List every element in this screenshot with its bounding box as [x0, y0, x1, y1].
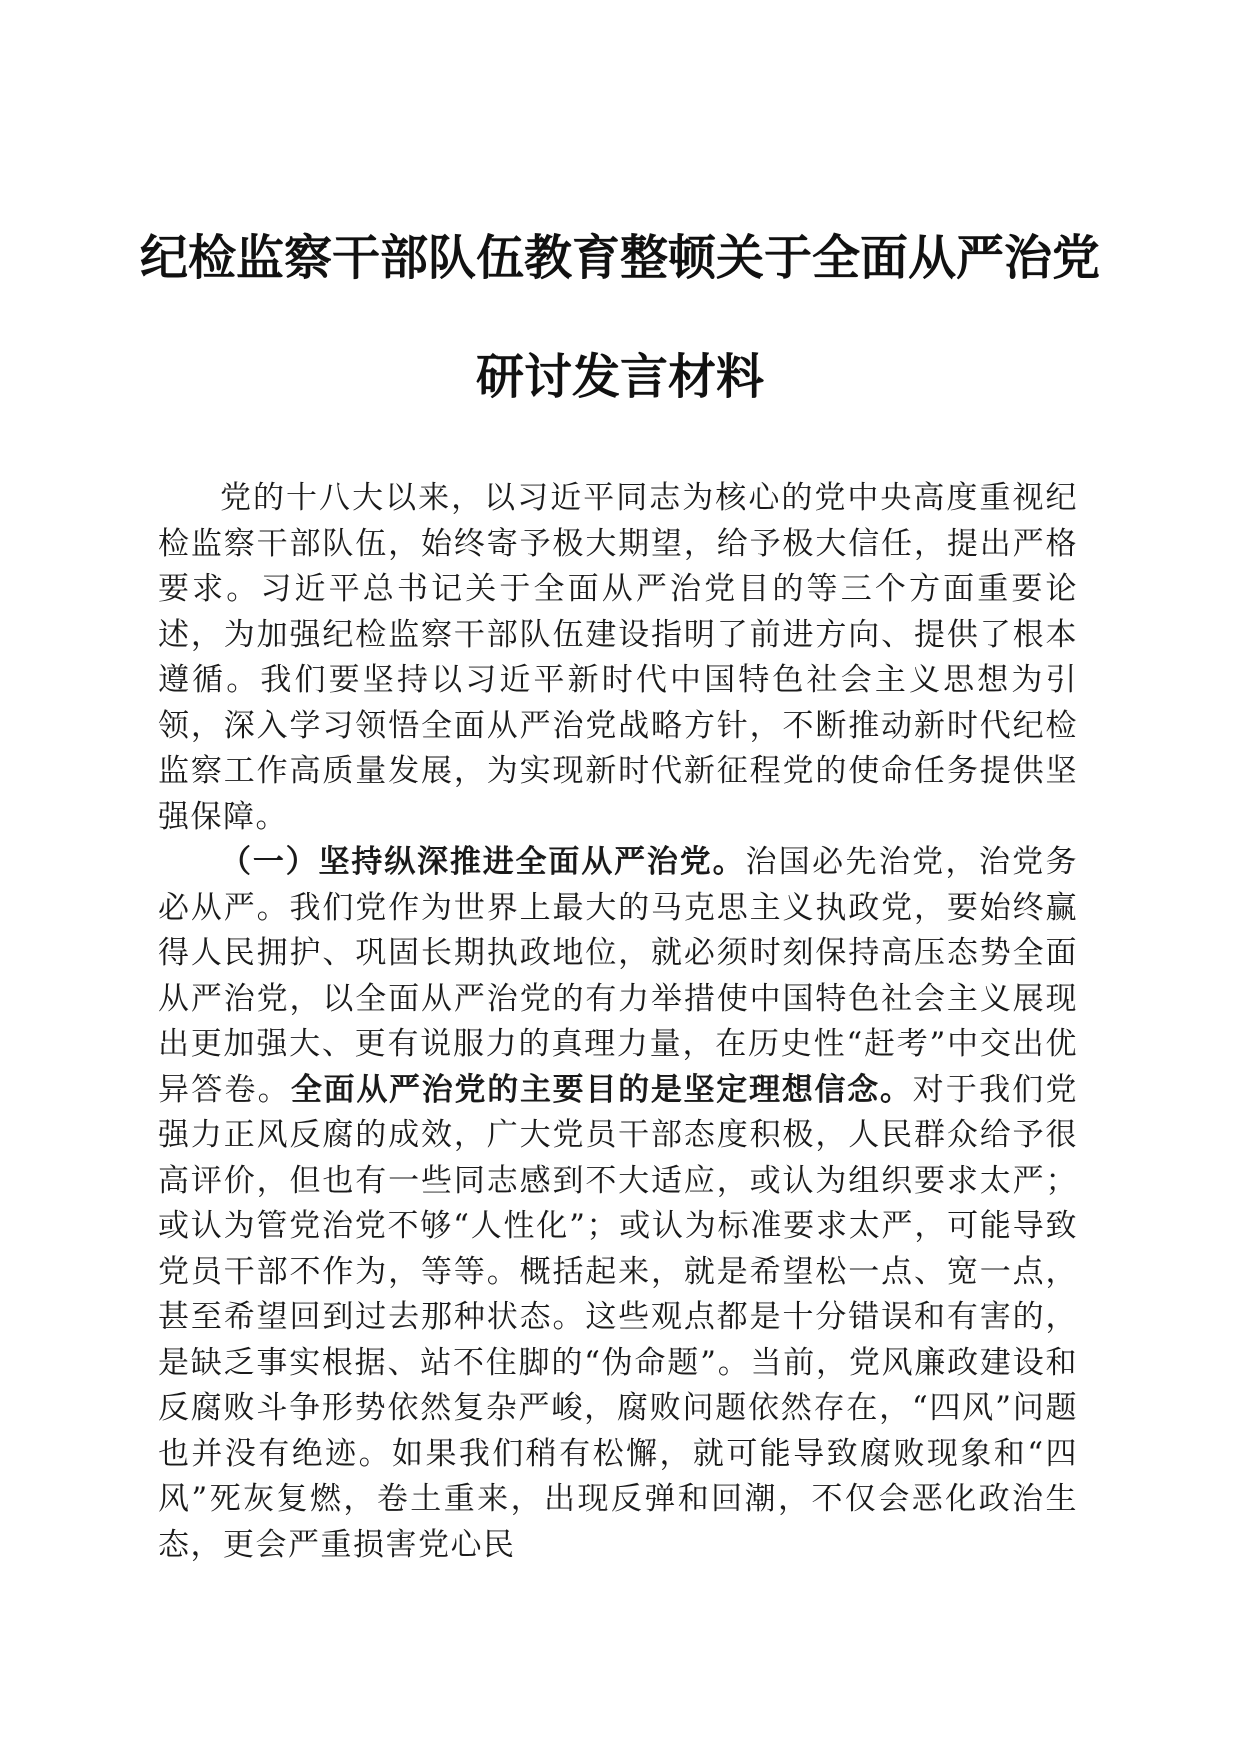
- document-title-line-2: 研讨发言材料: [475, 349, 764, 405]
- paragraph-section-one: [158, 840, 1078, 1568]
- document-title-line-1: 纪检监察干部队伍教育整顿关于全面从严治党: [139, 230, 1100, 286]
- paragraph-intro: 党的十八大以来，以习近平同志为核心的党中央高度重视纪检监察干部队伍，始终寄予极大期望，给予极大信任，提出严格要求。习近平总书记关于全面从严治党目的等三个方面重要论述，为加强纪检监察干部队伍建设指明了前进方向、提供了根本遵循。我们要坚持以习近平新时代中国特色社会主义思想为引领，深入学习领悟全面从严治党战略方针，不断推动新时代纪检监察工作高质量发展，为实现新时代新征程党的使命任务提供坚强保障。: [158, 480, 1078, 835]
- section-text-1: 治国必先治党，治党务必从严。我们党作为世界上最大的马克思主义执政党，要始终赢得人民拥护、巩固长期执政地位，就必须时刻保持高压态势全面从严治党，以全面从严治党的有力举措使中国特色社会主义展现出更加强大、更有说服力的真理力量，在历史性“赶考”中交出优异答卷。: [158, 844, 1079, 1108]
- section-bold-sentence: 全面从严治党的主要目的是坚定理想信念。: [290, 1071, 913, 1108]
- document-body: [158, 476, 1078, 1568]
- section-heading: （一）坚持纵深推进全面从严治党。: [220, 844, 746, 880]
- section-text-2: 对于我们党强力正风反腐的成效，广大党员干部态度积极，人民群众给予很高评价，但也有一些同志感到不大适应，或认为组织要求太严；或认为管党治党不够“人性化”；或认为标准要求太严，可能导致党员干部不作为，等等。概括起来，就是希望松一点、宽一点，甚至希望回到过去那种状态。这些观点都是十分错误和有害的，是缺乏事实根据、站不住脚的“伪命题”。当前，党风廉政建设和反腐败斗争形势依然复杂严峻，腐败问题依然存在，“四风”问题也并没有绝迹。如果我们稍有松懈，就可能导致腐败现象和“四风”死灰复燃，卷土重来，出现反弹和回潮，不仅会恶化政治生态，更会严重损害党心民: [158, 1071, 1079, 1563]
